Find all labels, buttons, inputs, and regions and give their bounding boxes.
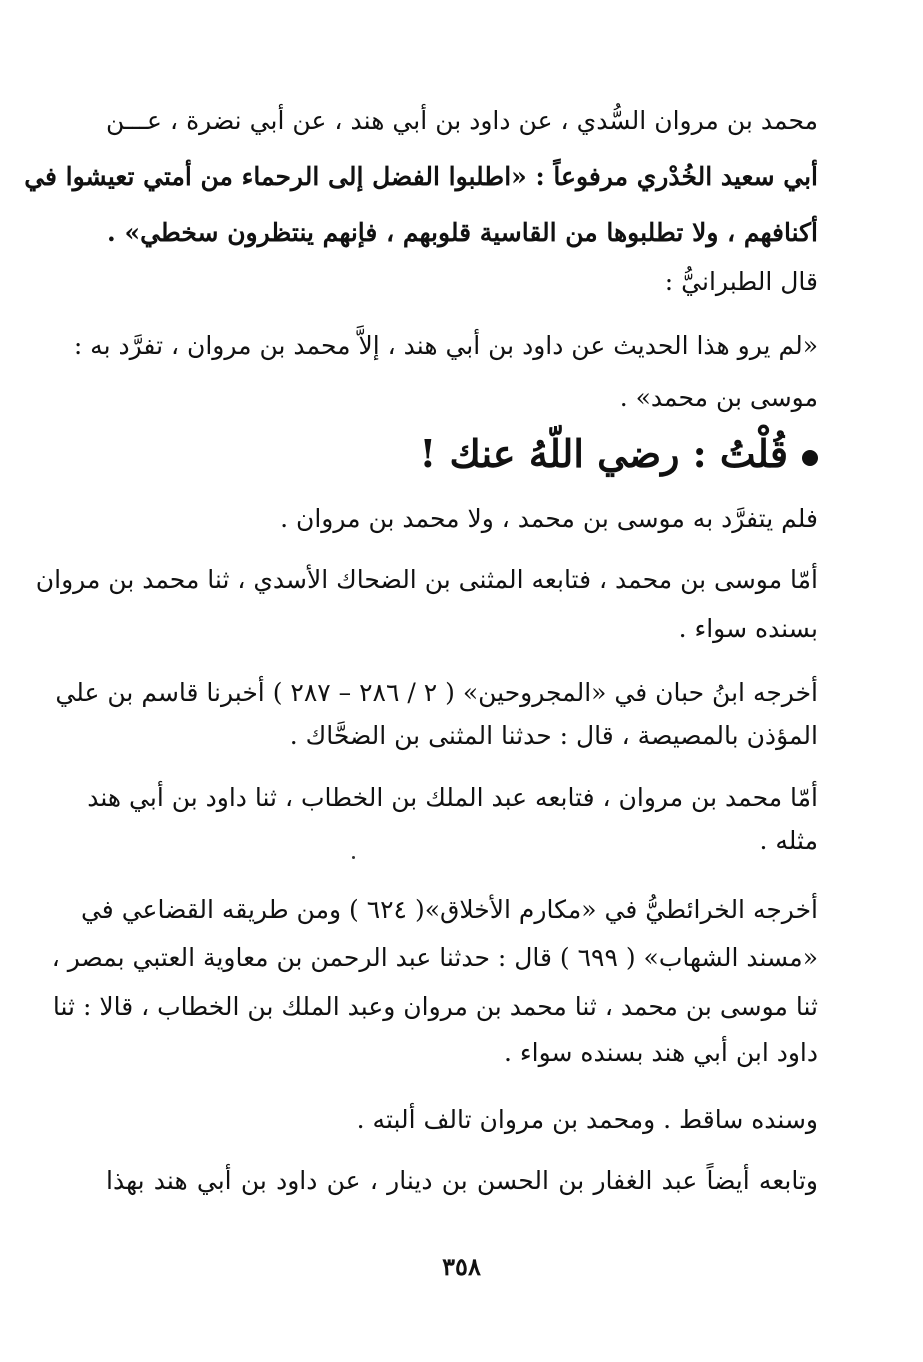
text-line-14: أخرجه الخرائطيُّ في «مكارم الأخلاق»( ٦٢٤ ) ومن طريقه القضاعي في xyxy=(80,895,818,924)
text-line-16: ثنا موسى بن محمد ، ثنا محمد بن مروان وعبد الملك بن الخطاب ، قالا : ثنا xyxy=(52,992,818,1021)
text-line-15: «مسند الشهاب» ( ٦٩٩ ) قال : حدثنا عبد الرحمن بن معاوية العتبي بمصر ، xyxy=(51,943,818,972)
text-line-2 xyxy=(24,157,818,197)
text-line-6: موسى بن محمد» . xyxy=(619,383,818,412)
section-heading xyxy=(420,426,818,482)
text-line-9: بسنده سواء . xyxy=(678,614,818,643)
text-line-12: أمّا محمد بن مروان ، فتابعه عبد الملك بن الخطاب ، ثنا داود بن أبي هند xyxy=(87,783,818,812)
text-line-18: وسنده ساقط . ومحمد بن مروان تالف ألبته . xyxy=(356,1105,818,1134)
bullet-icon xyxy=(802,450,818,466)
text-line-3: أكنافهم ، ولا تطلبوها من القاسية قلوبهم ، فإنهم ينتظرون سخطي» . xyxy=(107,218,818,247)
text-line-1: محمد بن مروان السُّدي ، عن داود بن أبي هند ، عن أبي نضرة ، عـــن xyxy=(106,106,818,135)
text-line-17: داود ابن أبي هند بسنده سواء . xyxy=(503,1038,818,1067)
page-number: ٣٥٨ xyxy=(442,1252,481,1281)
text-line-4: قال الطبرانيُّ : xyxy=(664,267,818,296)
text-line-5: «لم يرو هذا الحديث عن داود بن أبي هند ، إلاَّ محمد بن مروان ، تفرَّد به : xyxy=(73,331,818,360)
hadith-quote-start: أبي سعيد الخُدْري مرفوعاً : «اطلبوا الفضل إلى الرحماء من أمتي تعيشوا في xyxy=(24,162,818,191)
text-line-11: المؤذن بالمصيصة ، قال : حدثنا المثنى بن الضحَّاك . xyxy=(289,721,818,750)
text-line-8: أمّا موسى بن محمد ، فتابعه المثنى بن الضحاك الأسدي ، ثنا محمد بن مروان xyxy=(35,565,818,594)
text-line-19: وتابعه أيضاً عبد الغفار بن الحسن بن دينار ، عن داود بن أبي هند بهذا xyxy=(106,1166,818,1195)
text-line-10: أخرجه ابنُ حبان في «المجروحين» ( ٢ / ٢٨٦ – ٢٨٧ ) أخبرنا قاسم بن علي xyxy=(55,678,818,707)
text-line-7: فلم يتفرَّد به موسى بن محمد ، ولا محمد بن مروان . xyxy=(280,504,818,533)
ink-dot xyxy=(352,856,355,859)
text-line-13: مثله . xyxy=(759,826,818,855)
section-heading-text: قُلْتُ : رضي اللّهُ عنك ! xyxy=(419,431,788,476)
